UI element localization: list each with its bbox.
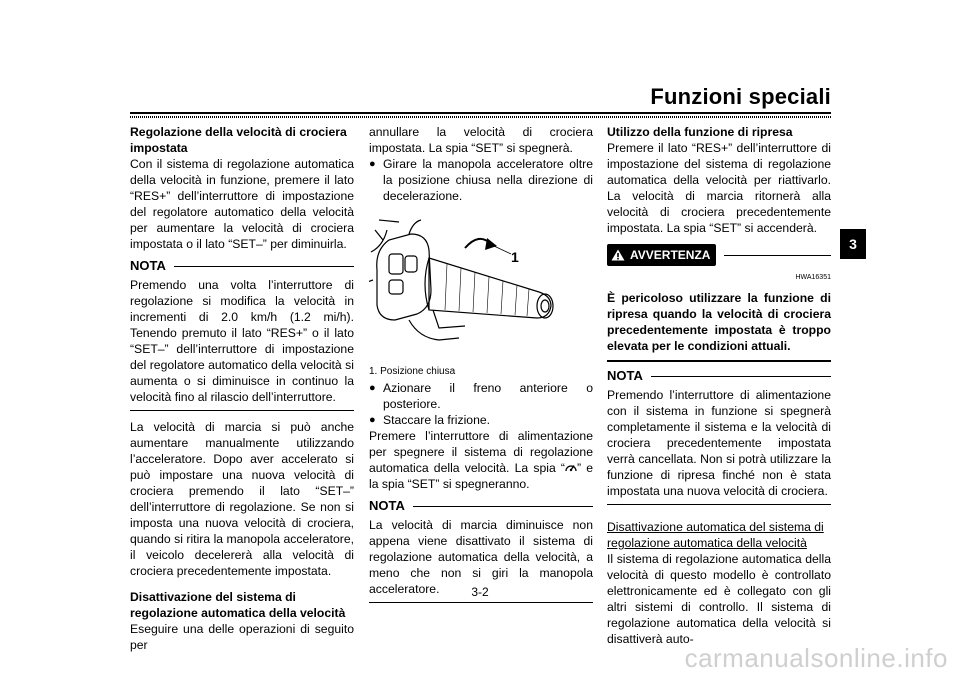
figure-caption: 1. Posizione chiusa: [369, 366, 456, 377]
chapter-tab: 3: [840, 229, 866, 259]
nota-end-rule: [607, 504, 831, 505]
nota-header: [369, 498, 593, 514]
nota-rule: [413, 506, 593, 507]
section-heading: Regolazione della velocità di crociera impostata: [130, 125, 347, 155]
bullet-text: Staccare la frizione.: [383, 413, 491, 427]
paragraph: Il sistema di regolazione automatica della velocità di questo modello è controllato elettronicamente ed è collegato con gli altri sistemi di controllo. Il sistema di regolazione automatica della velocità si disattiverà auto-: [607, 552, 831, 646]
paragraph-part: Premere l’interruttore di alimentazione per spegnere il sistema di regolazione automatica della velocità. La spia “: [369, 429, 593, 475]
warning-header: [607, 244, 831, 266]
nota-header: [607, 368, 831, 384]
bullet-icon: ●: [369, 414, 376, 426]
section-heading: Disattivazione del sistema di regolazione automatica della velocità: [130, 590, 346, 620]
warning-rule: [724, 255, 831, 256]
bullet-item: [369, 156, 593, 204]
paragraph-part: ” e la spia “SET” si spegneranno.: [369, 461, 593, 491]
bullet-text: Azionare il freno anteriore o posteriore.: [383, 381, 593, 411]
warning-text: È pericoloso utilizzare la funzione di ripresa quando la velocità di crociera precedentemente impostata è troppo elevata per le condizioni attuali.: [607, 291, 831, 353]
nota-rule: [651, 376, 831, 377]
handlebar-illustration: [369, 210, 593, 360]
bullet-text: Girare la manopola acceleratore oltre la posizione chiusa nella direzione di decelerazione.: [383, 157, 593, 203]
nota-end-rule: [130, 410, 354, 411]
subheading: Disattivazione automatica del sistema di regolazione automatica della velocità: [607, 520, 824, 550]
header-rule: [130, 112, 831, 114]
cruise-control-icon: [565, 462, 577, 473]
warning-triangle-icon: [611, 249, 625, 261]
nota-text: Premendo una volta l’interruttore di regolazione si modifica la velocità in incrementi di 2.0 km/h (1.2 mi/h). Tenendo premuto il lato “RES+” o il lato “SET–” dell’interruttore di impostazione del regolatore automatico della velocità si aumenta o si diminuisce in continuo la velocità fino al rilascio dell’interruttore.: [130, 278, 354, 404]
warning-label: AVVERTENZA: [630, 248, 711, 262]
paragraph: [369, 428, 593, 492]
bullet-item: [369, 380, 593, 412]
header-rule-dotted: [130, 116, 831, 118]
nota-label: NOTA: [369, 498, 405, 513]
paragraph: Eseguire una delle operazioni di seguito per: [130, 622, 354, 652]
warning-end-rule: [607, 360, 831, 362]
nota-header: [130, 258, 354, 274]
nota-text: La velocità di marcia diminuisce non appena viene disattivato il sistema di regolazione automatica della velocità, a meno che non si giri la manopola acceleratore.: [369, 518, 593, 596]
bullet-icon: ●: [369, 382, 376, 394]
column-2: [369, 124, 593, 611]
paragraph: Premere il lato “RES+” dell’interruttore di impostazione del sistema di regolazione automatica della velocità per riattivarlo. La velocità di marcia ritornerà alla velocità di crociera precedentemente impostata. La spia “SET” si accenderà.: [607, 141, 831, 235]
column-3: [607, 124, 831, 647]
nota-end-rule: [369, 602, 593, 603]
nota-label: NOTA: [130, 258, 166, 273]
nota-rule: [174, 266, 354, 267]
bullet-icon: ●: [369, 158, 376, 170]
warning-code: HWA16351: [795, 274, 831, 281]
paragraph: La velocità di marcia si può anche aumentare manualmente utilizzando l’acceleratore. Dopo aver accelerato si può impostare una nuova velocità di crociera premendo il lato “SET–” dell’interruttore di regolazione. Se non si imposta una nuova velocità di crociera, quando si ritira la manopola acceleratore, il veicolo decelererà alla velocità di crociera precedentemente impostata.: [130, 420, 354, 578]
paragraph: annullare la velocità di crociera impostata. La spia “SET” si spegnerà.: [369, 125, 593, 155]
section-heading: Utilizzo della funzione di ripresa: [607, 125, 793, 139]
watermark: carmanualsonline.info: [684, 643, 948, 673]
throttle-grip-drawing: [369, 210, 593, 360]
page-title: Funzioni speciali: [650, 84, 831, 109]
warning-badge: [607, 244, 716, 266]
nota-label: NOTA: [607, 368, 643, 383]
nota-text: Premendo l’interruttore di alimentazione con il sistema in funzione si spegnerà completamente il sistema e la velocità di crociera precedentemente impostata verrà cancellata. Non si potrà utilizzare la funzione di ripresa finché non è stata impostata una nuova velocità di crociera.: [607, 388, 831, 498]
figure-callout: 1: [511, 249, 519, 265]
column-1: [130, 124, 354, 653]
page-number: 3-2: [471, 585, 489, 599]
paragraph: Con il sistema di regolazione automatica della velocità in funzione, premere il lato “RES+” dell’interruttore di impostazione del regolatore automatico della velocità per aumentare la velocità di crociera impostata o il lato “SET–” per diminuirla.: [130, 157, 354, 251]
bullet-item: [369, 412, 593, 428]
